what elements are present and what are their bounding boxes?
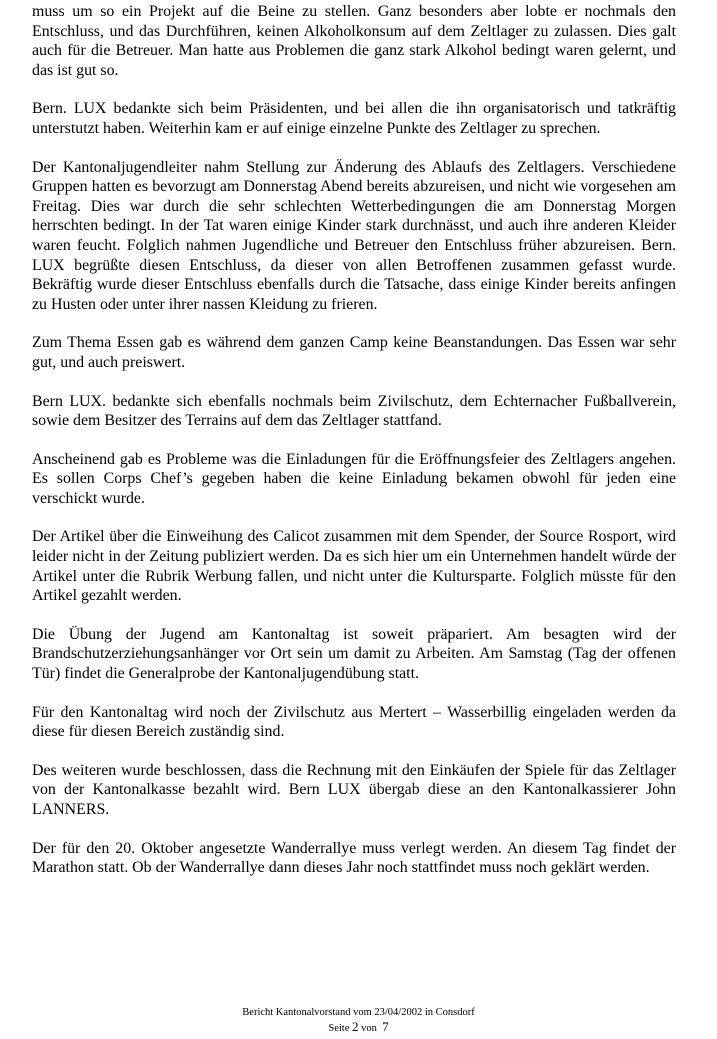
paragraph: Der Kantonaljugendleiter nahm Stellung zur Änderung des Ablaufs des Zeltlagers. Verschiedene Gruppen hatten es bevorzugt am Donnerstag Abend bereits abzureisen, und nicht wie vorgesehen am Freitag. Dies war durch die sehr schlechten Wetterbedingungen die am Donnerstag Morgen herrschten bedingt. In der Tat waren einige Kinder stark durchnässt, und auch ihre anderen Kleider waren feucht. Folglich nahmen Jugendliche und Betreuer den Entschluss früher abzureisen. Bern. LUX begrüßte diesen Entschluss, da dieser von allen Betroffenen zusammen gefasst wurde. Bekräftig wurde dieser Entschluss ebenfalls durch die Tatsache, dass einige Kinder bereits anfingen zu Husten oder unter ihrer nassen Kleidung zu frieren. <box>32 158 676 313</box>
paragraph: Anscheinend gab es Probleme was die Einladungen für die Eröffnungsfeier des Zeltlagers angehen. Es sollen Corps Chef’s gegeben haben die keine Einladung bekamen obwohl für jeden eine verschickt wurde. <box>32 450 676 507</box>
footer-page-indicator <box>0 1020 717 1035</box>
footer-page-total: 7 <box>382 1019 389 1034</box>
paragraph: Bern LUX. bedankte sich ebenfalls nochmals beim Zivilschutz, dem Echternacher Fußballverein, sowie dem Besitzer des Terrains auf dem das Zeltlager stattfand. <box>32 392 676 430</box>
paragraph: Der Artikel über die Einweihung des Calicot zusammen mit dem Spender, der Source Rosport, wird leider nicht in der Zeitung publiziert werden. Da es sich hier um ein Unternehmen handelt würde der Artikel unter die Rubrik Werbung fallen, und nicht unter die Kultursparte. Folglich müsste für den Artikel gezahlt werden. <box>32 528 676 605</box>
paragraph: Zum Thema Essen gab es während dem ganzen Camp keine Beanstandungen. Das Essen war sehr gut, und auch preiswert. <box>32 334 676 371</box>
paragraph: Für den Kantonaltag wird noch der Zivilschutz aus Mertert – Wasserbillig eingeladen werden da diese für diesen Bereich zuständig sind. <box>32 703 676 741</box>
paragraph: Des weiteren wurde beschlossen, dass die Rechnung mit den Einkäufen der Spiele für das Zeltlager von der Kantonalkasse bezahlt wird. Bern LUX übergab diese an den Kantonalkassierer John LANNERS. <box>32 761 676 818</box>
paragraph: Der für den 20. Oktober angesetzte Wanderrallye muss verlegt werden. An diesem Tag findet der Marathon statt. Ob der Wanderrallye dann dieses Jahr noch stattfindet muss noch geklärt werden. <box>32 839 676 877</box>
footer-page-of: von <box>361 1023 377 1034</box>
footer-report-title: Bericht Kantonalvorstand vom 23/04/2002 in Consdorf <box>242 1007 475 1018</box>
paragraph: Bern. LUX bedankte sich beim Präsidenten, und bei allen die ihn organisatorisch und tatkräftig unterstutzt haben. Weiterhin kam er auf einige einzelne Punkte des Zeltlager zu sprechen. <box>32 100 676 137</box>
paragraph: muss um so ein Projekt auf die Beine zu stellen. Ganz besonders aber lobte er nochmals den Entschluss, und das Durchführen, keinen Alkoholkonsum auf dem Zeltlager zu zulassen. Dies galt auch für die Betreuer. Man hatte aus Problemen die ganz stark Alkohol bedingt waren gelernt, und das ist gut so. <box>32 3 676 79</box>
document-body <box>32 0 676 897</box>
footer-page-current: 2 <box>352 1019 359 1034</box>
footer-page-prefix: Seite <box>328 1023 350 1034</box>
paragraph: Die Übung der Jugend am Kantonaltag ist soweit präpariert. Am besagten wird der Brandschutzerziehungsanhänger vor Ort sein um damit zu Arbeiten. Am Samstag (Tag der offenen Tür) findet die Generalprobe der Kantonaljugendübung statt. <box>32 625 676 683</box>
